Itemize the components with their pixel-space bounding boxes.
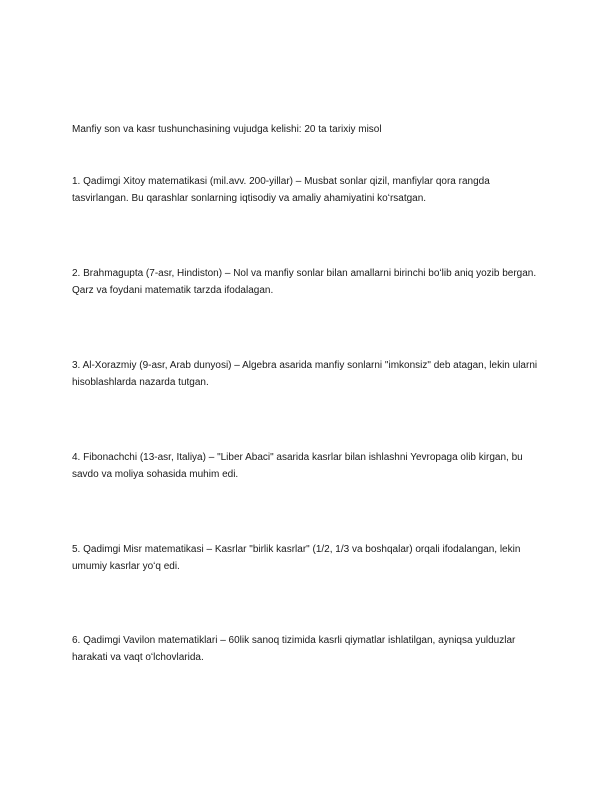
- list-item: 5. Qadimgi Misr matematikasi – Kasrlar "birlik kasrlar" (1/2, 1/3 va boshqalar) orqali ifodalangan, lekin umumiy kasrlar yoʻq edi.: [72, 544, 521, 572]
- list-item: 2. Brahmagupta (7-asr, Hindiston) – Nol va manfiy sonlar bilan amallarni birinchi boʻlib aniq yozib bergan. Qarz va foydani matematik tarzda ifodalagan.: [72, 268, 537, 296]
- list-item: 4. Fibonachchi (13-asr, Italiya) – "Liber Abaci" asarida kasrlar bilan ishlashni Yevropaga olib kirgan, bu savdo va moliya sohasida muhim edi.: [72, 452, 523, 480]
- list-item: 1. Qadimgi Xitoy matematikasi (mil.avv. 200-yillar) – Musbat sonlar qizil, manfiylar qora rangda tasvirlangan. Bu qarashlar sonlarning iqtisodiy va amaliy ahamiyatini koʻrsatgan.: [72, 176, 490, 204]
- list-item: 3. Al-Xorazmiy (9-asr, Arab dunyosi) – Algebra asarida manfiy sonlarni "imkonsiz" deb atagan, lekin ularni hisoblashlarda nazarda tutgan.: [72, 360, 538, 388]
- list-item: 6. Qadimgi Vavilon matematiklari – 60lik sanoq tizimida kasrli qiymatlar ishlatilgan, ayniqsa yulduzlar harakati va vaqt oʻlchovlarida.: [72, 635, 516, 663]
- document-title: Manfiy son va kasr tushunchasining vujudga kelishi: 20 ta tarixiy misol: [72, 124, 382, 135]
